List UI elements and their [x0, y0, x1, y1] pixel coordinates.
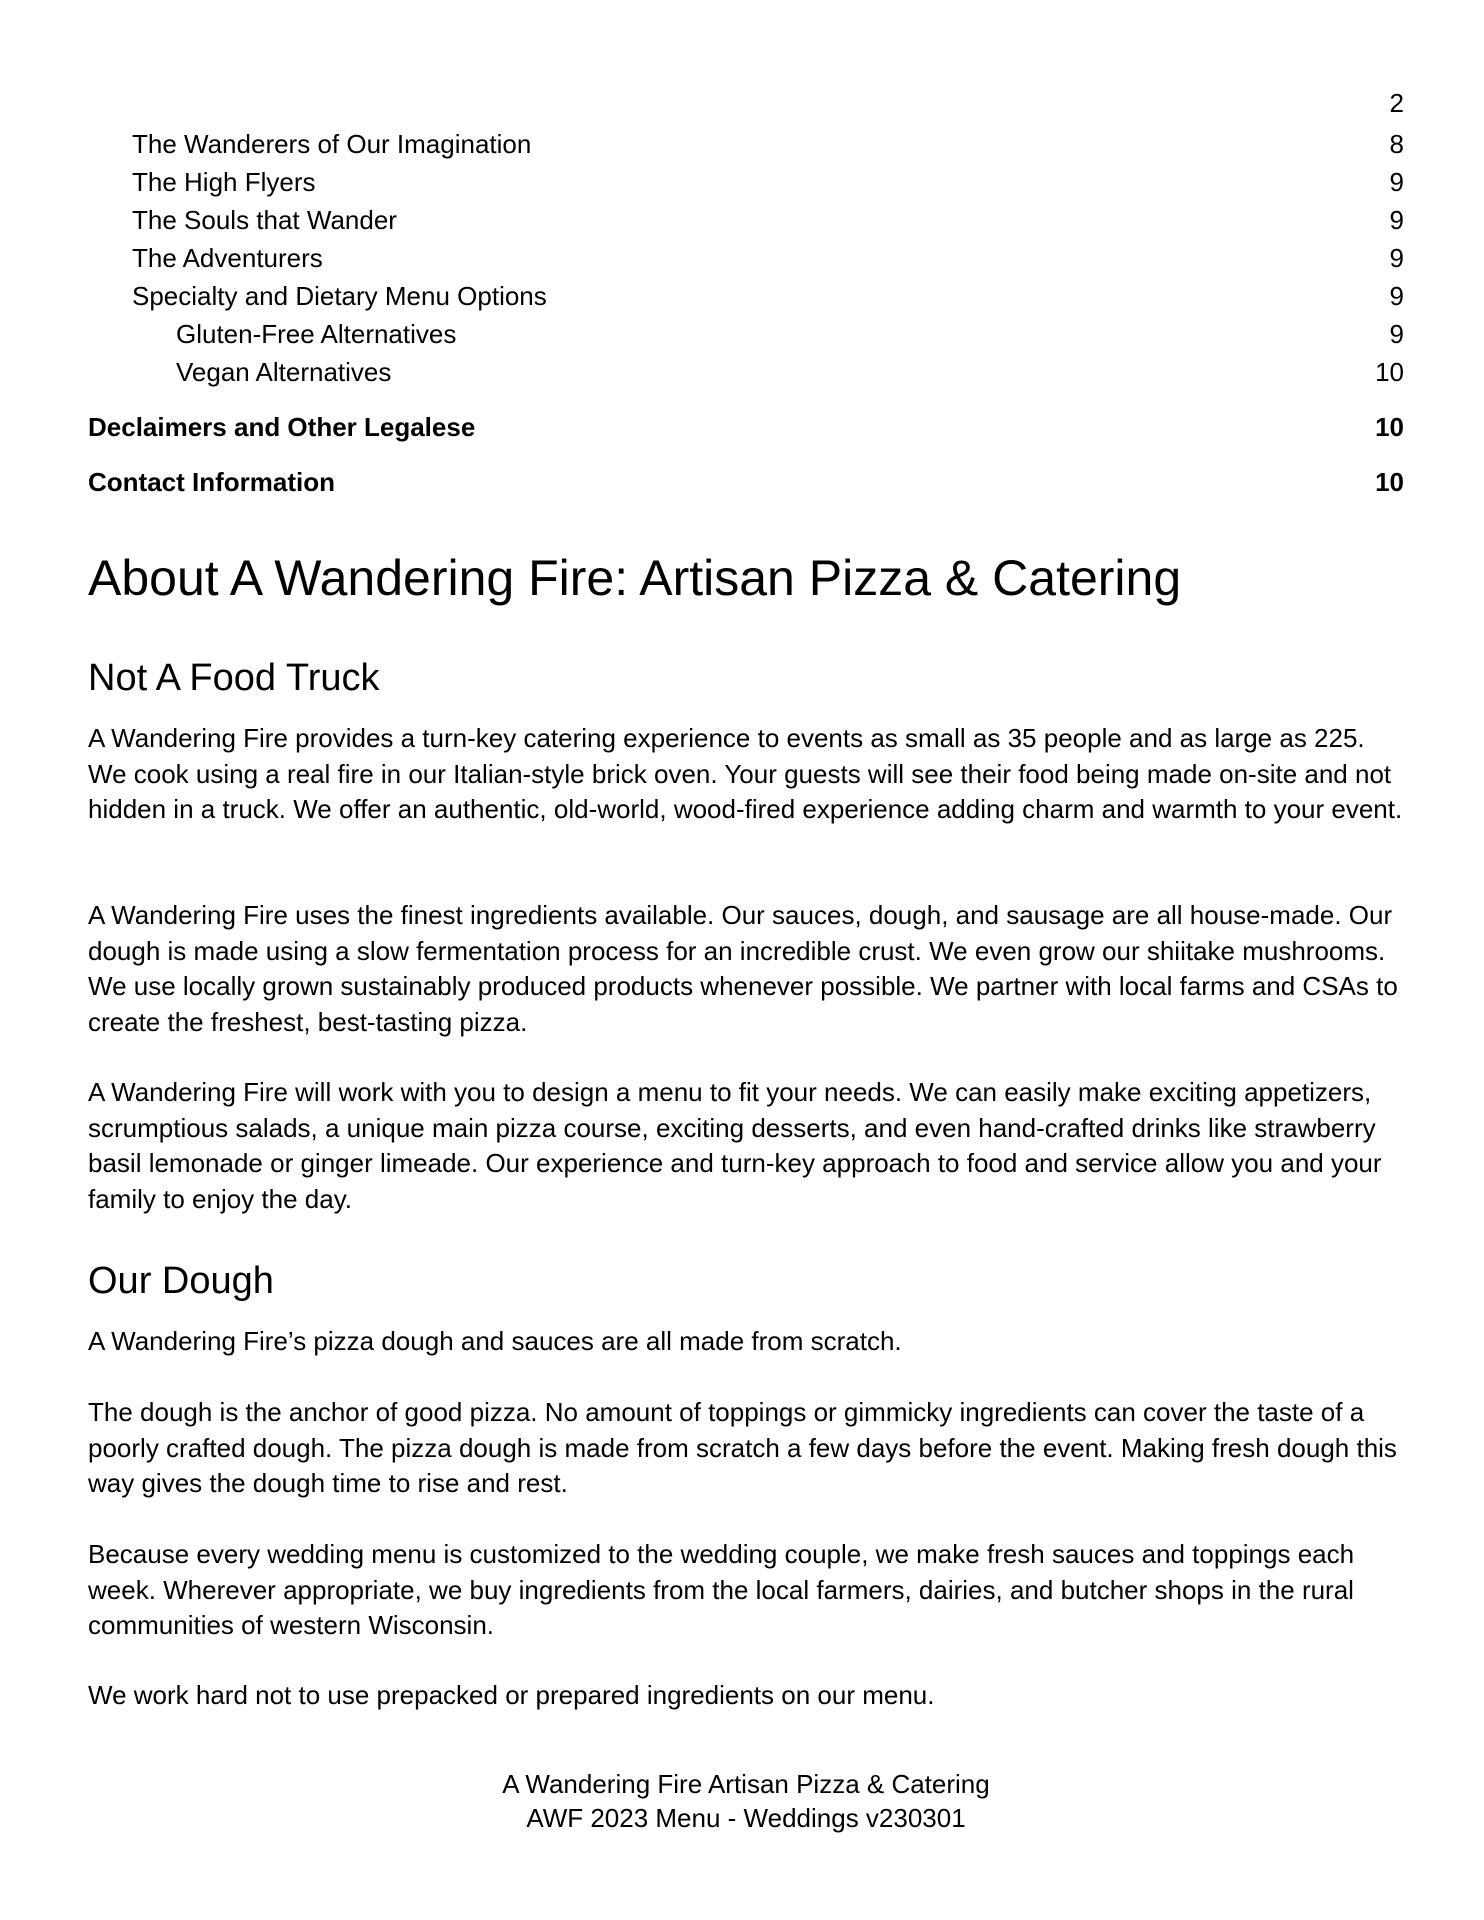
toc-entry[interactable]: [88, 243, 1404, 273]
page-title: About A Wandering Fire: Artisan Pizza & Catering: [88, 550, 1182, 606]
toc-entry-page: 8: [1389, 129, 1404, 159]
toc-entry-label: Gluten-Free Alternatives: [176, 319, 457, 349]
section-heading-not-a-food-truck: Not A Food Truck: [88, 657, 380, 699]
paragraph: The dough is the anchor of good pizza. No amount of toppings or gimmicky ingredients can cover the taste of a poorly crafted dough. The pizza dough is made from scratch a few days before the event. Making fresh dough this way gives the dough time to rise and rest.: [88, 1397, 1397, 1498]
toc-entry[interactable]: [88, 129, 1404, 159]
toc-entry[interactable]: [88, 357, 1404, 387]
toc-entry-page: 9: [1389, 281, 1404, 311]
toc-entry[interactable]: [88, 319, 1404, 349]
paragraph: Because every wedding menu is customized to the wedding couple, we make fresh sauces and toppings each week. Wherever appropriate, we buy ingredients from the local farmers, dairies, and butcher shops in the rural communities of western Wisconsin.: [88, 1539, 1355, 1640]
paragraph: A Wandering Fire provides a turn-key catering experience to events as small as 35 people and as large as 225. We cook using a real fire in our Italian-style brick oven. Your guests will see their food being made on-site and not hidden in a truck. We offer an authentic, old-world, wood-fired experience adding charm and warmth to your event.: [88, 723, 1403, 824]
toc-entry-page: 9: [1389, 319, 1404, 349]
toc-entry[interactable]: [88, 167, 1404, 197]
toc-entry-contact[interactable]: [88, 467, 1404, 497]
toc-entry-disclaimers[interactable]: [88, 412, 1404, 442]
toc-entry-label: The Adventurers: [132, 243, 323, 273]
toc-entry-label: Declaimers and Other Legalese: [88, 412, 476, 442]
toc-entry-label: The Wanderers of Our Imagination: [132, 129, 532, 159]
paragraph: A Wandering Fire’s pizza dough and sauces are all made from scratch.: [88, 1326, 902, 1356]
section-heading-our-dough: Our Dough: [88, 1260, 274, 1302]
toc-entry-page: 10: [1375, 412, 1404, 442]
toc-entry-label: Vegan Alternatives: [176, 357, 392, 387]
footer-company: A Wandering Fire Artisan Pizza & Catering: [502, 1769, 990, 1799]
toc-entry-page: 2: [1389, 88, 1404, 118]
page-footer: [88, 1767, 1404, 1835]
document-page: [88, 0, 1404, 1920]
paragraph: A Wandering Fire uses the finest ingredients available. Our sauces, dough, and sausage are all house-made. Our dough is made using a slow fermentation process for an incredible crust. We even grow our shiitake mushrooms. We use locally grown sustainably produced products whenever possible. We partner with local farms and CSAs to create the freshest, best-tasting pizza.: [88, 900, 1398, 1037]
toc-entry-label: Contact Information: [88, 467, 335, 497]
toc-entry-page: 9: [1389, 243, 1404, 273]
paragraph: A Wandering Fire will work with you to design a menu to fit your needs. We can easily make exciting appetizers, scrumptious salads, a unique main pizza course, exciting desserts, and even hand-crafted drinks like strawberry basil lemonade or ginger limeade. Our experience and turn-key approach to food and service allow you and your family to enjoy the day.: [88, 1077, 1382, 1214]
toc-entry[interactable]: [88, 281, 1404, 311]
footer-version: AWF 2023 Menu - Weddings v230301: [526, 1803, 966, 1833]
toc-entry[interactable]: [88, 205, 1404, 235]
toc-entry-page: 10: [1375, 357, 1404, 387]
paragraph: We work hard not to use prepacked or prepared ingredients on our menu.: [88, 1680, 935, 1710]
toc-entry-page: 9: [1389, 205, 1404, 235]
toc-entry[interactable]: [88, 88, 1404, 118]
toc-entry-page: 9: [1389, 167, 1404, 197]
toc-entry-label: The High Flyers: [132, 167, 316, 197]
toc-entry-page: 10: [1375, 467, 1404, 497]
toc-entry-label: The Souls that Wander: [132, 205, 397, 235]
toc-entry-label: Specialty and Dietary Menu Options: [132, 281, 547, 311]
